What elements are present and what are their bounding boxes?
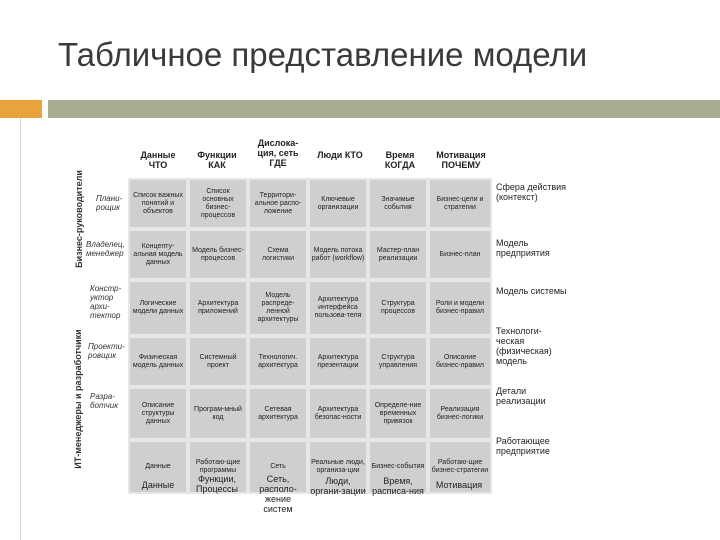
row-label-builder: Проекти-ровщик xyxy=(88,342,125,360)
slide-title: Табличное представление модели xyxy=(58,36,588,73)
cell-r3-time: Структура процессов xyxy=(370,282,426,334)
col-header-function: Функции КАК xyxy=(197,150,237,170)
cell-r6-network: Сеть xyxy=(250,442,306,492)
cell-r4-network: Технологич. архитектура xyxy=(250,338,306,385)
col-header-people: Люди КТО xyxy=(317,150,363,160)
right-label-working-enterprise: Работающее предприятие xyxy=(496,436,550,456)
cell-r5-time: Определе-ние временных привязок xyxy=(370,389,426,438)
cell-r5-data: Описание структуры данных xyxy=(130,389,186,438)
cell-r1-time: Значимые события xyxy=(370,180,426,227)
group-label-business: Бизнес-руководители xyxy=(74,170,84,268)
cell-r2-function: Модель бизнес-процессов xyxy=(190,231,246,278)
cell-r4-time: Структура управления xyxy=(370,338,426,385)
col-header-network: Дислока-ция, сеть ГДЕ xyxy=(257,138,299,168)
cell-r2-time: Мастер-план реализации xyxy=(370,231,426,278)
group-label-it: ИТ-менеджеры и разработчики xyxy=(73,329,83,469)
cell-r4-motivation: Описание бизнес-правил xyxy=(430,338,490,385)
cell-r1-data: Список важных понятий и объектов xyxy=(130,180,186,227)
cell-r6-data: Данные xyxy=(130,442,186,492)
right-label-system-model: Модель системы xyxy=(496,286,567,296)
bottom-label-functions: Функции, Процессы xyxy=(195,474,238,494)
cell-r1-network: Территори-альное распо-ложение xyxy=(250,180,306,227)
right-label-details: Детали реализации xyxy=(496,386,546,406)
cell-r5-function: Програм-мный код xyxy=(190,389,246,438)
cell-r5-motivation: Реализация бизнес-логики xyxy=(430,389,490,438)
cell-r3-people: Архитектура интерфейса пользова-теля xyxy=(310,282,366,334)
row-label-designer: Констр-уктор архи-тектор xyxy=(90,284,122,320)
cell-r1-people: Ключевые организации xyxy=(310,180,366,227)
cell-r6-function: Работаю-щие программы xyxy=(190,442,246,492)
cell-r5-people: Архитектура безопас-ности xyxy=(310,389,366,438)
cell-r4-people: Архитектура презентации xyxy=(310,338,366,385)
cell-r3-motivation: Роли и модели бизнес-правил xyxy=(430,282,490,334)
cell-r6-time: Бизнес-события xyxy=(370,442,426,492)
zachman-framework-table xyxy=(72,136,568,530)
cell-r2-motivation: Бизнес-план xyxy=(430,231,490,278)
cell-r5-network: Сетевая архитектура xyxy=(250,389,306,438)
cell-r2-network: Схема логистики xyxy=(250,231,306,278)
cell-r2-data: Концепту-альная модель данных xyxy=(130,231,186,278)
bottom-label-network: Сеть, располо-жение систем xyxy=(259,474,297,514)
right-label-enterprise-model: Модель предприятия xyxy=(496,238,550,258)
right-label-scope: Сфера действия (контекст) xyxy=(496,182,567,202)
cell-r1-function: Список основных бизнес-процессов xyxy=(190,180,246,227)
matrix-grid xyxy=(128,178,492,494)
col-header-motivation: Мотивация ПОЧЕМУ xyxy=(436,150,486,170)
cell-r2-people: Модель потока работ (workflow) xyxy=(310,231,366,278)
cell-r3-function: Архитектура приложений xyxy=(190,282,246,334)
cell-r4-data: Физическая модель данных xyxy=(130,338,186,385)
accent-bar xyxy=(0,100,42,118)
cell-r3-data: Логические модели данных xyxy=(130,282,186,334)
bottom-label-motivation: Мотивация xyxy=(435,480,483,490)
cell-r1-motivation: Бизнес-цели и стратегии xyxy=(430,180,490,227)
col-header-data: Данные ЧТО xyxy=(140,150,176,170)
row-label-planner: Плани-рощик xyxy=(96,194,123,212)
cell-r3-network: Модель распреде-ленной архитектуры xyxy=(250,282,306,334)
col-header-time: Время КОГДА xyxy=(384,150,416,170)
bottom-label-data: Данные xyxy=(141,480,175,490)
cell-r6-motivation: Работаю-щие бизнес-стратегии xyxy=(430,442,490,492)
cell-r6-people: Реальные люди, организа-ции xyxy=(310,442,366,492)
row-label-developer: Разра-ботчик xyxy=(90,392,118,410)
left-guide-line xyxy=(20,118,21,540)
right-label-technology-model: Технологи-ческая (физическая) модель xyxy=(496,326,552,366)
cell-r4-function: Системный проект xyxy=(190,338,246,385)
bottom-label-people: Люди, органи-зации xyxy=(310,476,366,496)
title-divider-bar xyxy=(48,100,720,118)
bottom-label-time: Время, расписа-ния xyxy=(372,476,424,496)
row-label-owner: Владелец, менеджер xyxy=(86,240,125,258)
